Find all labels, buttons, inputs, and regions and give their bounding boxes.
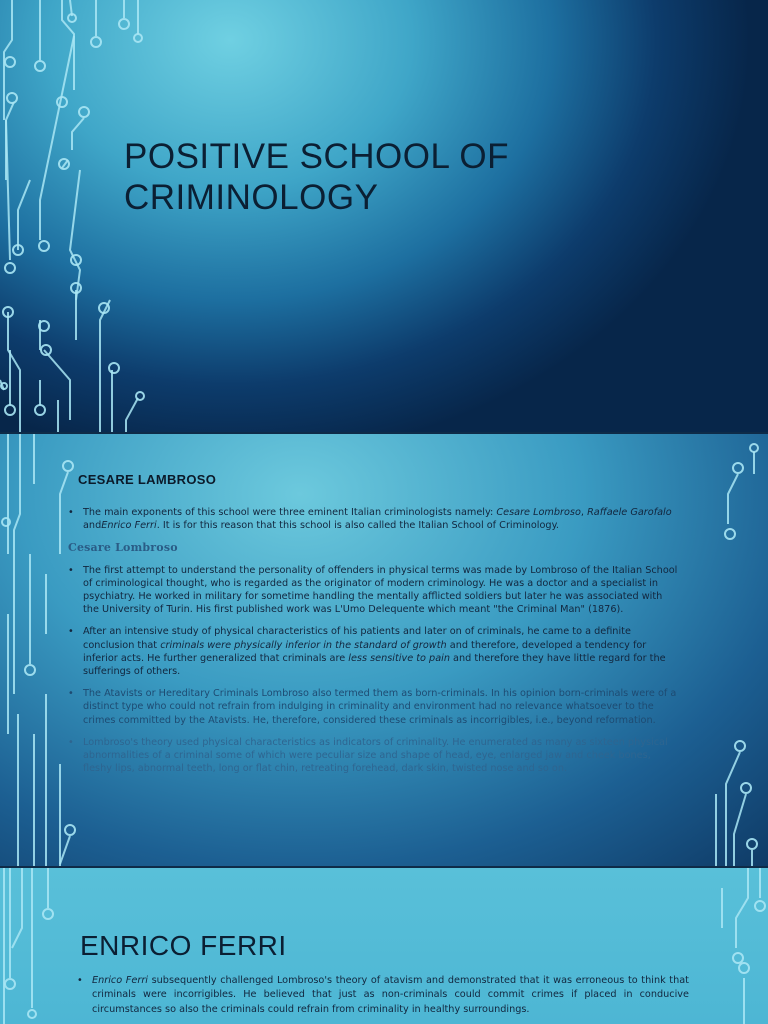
circuit-decoration-right [708, 868, 768, 1024]
name-ferri: Enrico Ferri [101, 520, 157, 532]
name-lombroso: Cesare Lombroso [496, 507, 581, 518]
slide-cesare-lambroso [0, 434, 768, 866]
slide-body [77, 974, 689, 1017]
slide-enrico-ferri [0, 868, 768, 1024]
p2-text-3: and therefore they have little regard for the sufferings of others. [83, 652, 666, 678]
section-heading: CESARE LAMBROSO [78, 472, 217, 487]
slide-title [0, 0, 768, 432]
paragraph-bullet-1 [77, 974, 689, 1017]
slide-body [68, 506, 680, 784]
title-line-1: POSITIVE SCHOOL OF [124, 137, 509, 176]
slide-title-heading [124, 136, 684, 218]
paragraph-bullet-3: • The Atavists or Hereditary Criminals Lombroso also termed them as born-criminals. In his opinion born-criminals were of a distinct type who could not refrain from indulging in criminality and environment had no relevance whatsoever to the crimes committed by the Atavists. He, therefore, considered these criminals as incorrigibles, i.e., beyond reformation. [68, 687, 680, 727]
intro-bullet [68, 506, 680, 532]
p2-italic-2: less sensitive to pain [348, 652, 450, 664]
intro-text-3: and [83, 520, 102, 532]
name-ferri: Enrico Ferri [92, 975, 148, 986]
intro-text-2: , [580, 507, 588, 518]
paragraph-bullet-1: • The first attempt to understand the personality of offenders in physical terms was made by Lombroso of the Italian School of criminological thought, who is regarded as the originator of modern criminology. He was a doctor and a specialist in psychiatry. He worked in military for sometime handling the mentally afflicted soldiers but later he was associated with the University of Turin. His first published work was L'Umo Delequente which meant "the Criminal Man" (1876). [68, 564, 680, 617]
subheading: Cesare Lombroso [68, 541, 178, 555]
p2-text-1: After an intensive study of physical characteristics of his patients and later on of criminals, he came to a definite conclusion that [83, 626, 631, 651]
name-garofalo: Raffaele Garofalo [587, 507, 672, 518]
circuit-decoration-right [708, 434, 768, 866]
ferri-text: subsequently challenged Lombroso's theory of atavism and demonstrated that it was erroneous to think that criminals were incorrigibles. He believed that just as non-criminals could commit crimes if placed in conducive circumstances so also the criminals could refrain from criminality in healthy surroundings. [92, 975, 689, 1015]
section-title: ENRICO FERRI [80, 930, 287, 961]
intro-text-1: The main exponents of this school were three eminent Italian criminologists namely: [83, 507, 497, 518]
title-line-2: CRIMINOLOGY [124, 178, 379, 217]
intro-text-4: . It is for this reason that this school is also called the Italian School of Criminology. [156, 520, 560, 532]
p2-italic-1: criminals were physically inferior in the standard of growth [160, 639, 447, 651]
p2-text-2: and therefore, developed a tendency for inferior acts. He further generalized that criminals are [83, 639, 647, 664]
paragraph-bullet-4: • Lombroso's theory used physical characteristics as indicators of criminality. He enumerated as many as sixteen physical abnormalities of a criminal some of which were peculiar size and shape of head, eye, enlarged jaw and cheek bones, fleshy lips, abnormal teeth, long or flat chin, retreating forehead, dark skin, twisted nose and so on. [68, 736, 680, 776]
paragraph-bullet-2 [68, 625, 680, 678]
circuit-decoration-left [0, 868, 70, 1024]
